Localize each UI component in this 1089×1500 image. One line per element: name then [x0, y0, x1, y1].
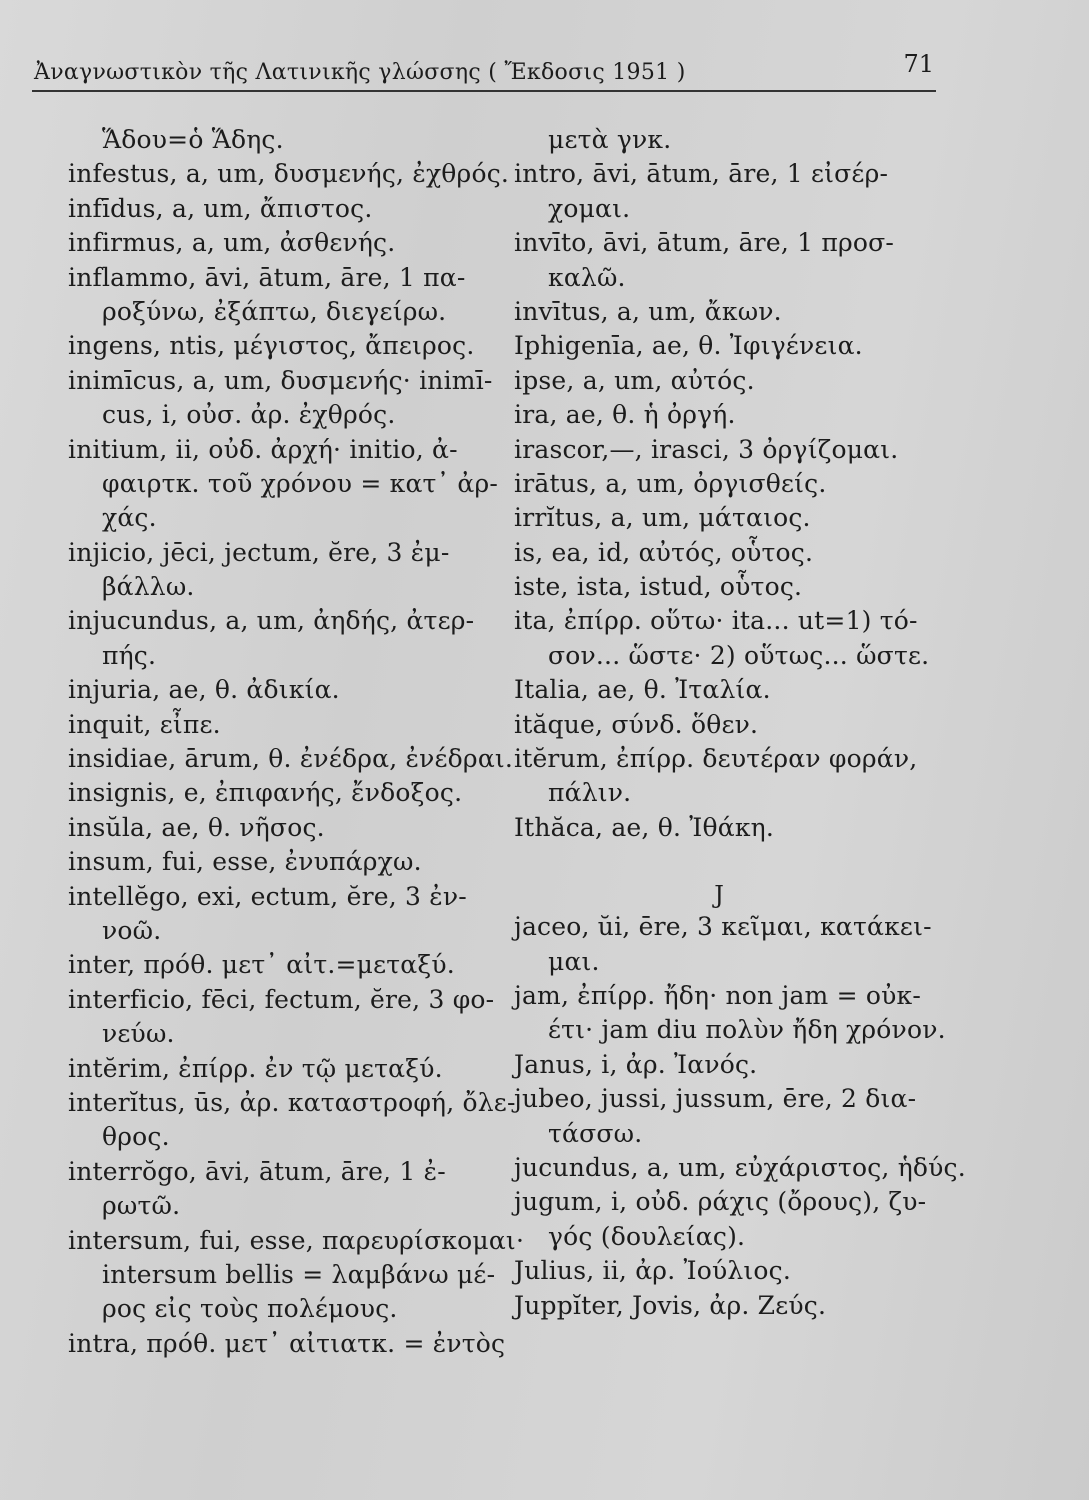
dictionary-line: Iphigenīa, ae, θ. Ἰφιγένεια. [514, 331, 863, 361]
right-column [514, 123, 966, 1323]
dictionary-line: intersum bellis = λαμβάνω μέ- [102, 1259, 496, 1289]
left-column [68, 123, 525, 1361]
dictionary-line: irrĭtus, a, um, μάταιος. [514, 503, 811, 533]
dictionary-line: ροξύνω, ἐξάπτω, διεγείρω. [102, 296, 447, 326]
dictionary-line: ingens, ntis, μέγιστος, ἄπειρος. [68, 331, 475, 361]
dictionary-line: Julius, ii, ἀρ. Ἰούλιος. [514, 1256, 792, 1286]
dictionary-line: καλῶ. [548, 262, 626, 292]
dictionary-line: Ἅδου=ὁ Ἅδης. [102, 125, 284, 154]
dictionary-line: Janus, i, ἀρ. Ἰανός. [514, 1049, 758, 1079]
dictionary-line: jucundus, a, um, εὐχάριστος, ἡδύς. [514, 1152, 966, 1182]
dictionary-line: infestus, a, um, δυσμενής, ἐχθρός. [68, 159, 510, 189]
dictionary-line: intersum, fui, esse, παρευρίσκομαι· [68, 1225, 525, 1255]
dictionary-line: jugum, i, οὐδ. ράχις (ὄρους), ζυ- [514, 1187, 927, 1217]
dictionary-line: ita, ἐπίρρ. οὕτω· ita... ut=1) τό- [514, 606, 918, 636]
dictionary-line: νεύω. [102, 1019, 175, 1049]
header-title: Ἀναγνωστικὸν τῆς Λατινικῆς γλώσσης ( Ἔκδοσις 1951 ) [34, 60, 686, 85]
dictionary-line: initium, ii, οὐδ. ἀρχή· initio, ἀ- [68, 434, 458, 464]
dictionary-line: infīdus, a, um, ἄπιστος. [68, 193, 373, 223]
dictionary-line: insignis, e, ἐπιφανής, ἔνδοξος. [68, 778, 463, 808]
dictionary-line: intra, πρόθ. μετ᾽ αἰτιατκ. = ἐντὸς [68, 1328, 506, 1358]
dictionary-line: iste, ista, istud, οὗτος. [514, 572, 803, 602]
dictionary-line: πάλιν. [548, 778, 632, 808]
dictionary-line: invīto, āvi, ātum, āre, 1 προσ- [514, 228, 895, 258]
dictionary-line: inquit, εἶπε. [68, 709, 221, 739]
dictionary-line: γός (δουλείας). [548, 1221, 746, 1251]
dictionary-line: itĕrum, ἐπίρρ. δευτέραν φοράν, [514, 744, 918, 774]
dictionary-line: injuria, ae, θ. ἀδικία. [68, 675, 340, 705]
dictionary-line: invītus, a, um, ἄκων. [514, 296, 782, 326]
dictionary-line: jubeo, jussi, jussum, ēre, 2 δια- [514, 1084, 917, 1114]
page-number: 71 [903, 50, 934, 78]
dictionary-line: irascor,—, irasci, 3 ὀργίζομαι. [514, 434, 899, 464]
dictionary-line: νοῶ. [102, 915, 162, 945]
dictionary-line: inter, πρόθ. μετ᾽ αἰτ.=μεταξύ. [68, 950, 455, 980]
dictionary-line: cus, i, οὐσ. ἀρ. ἐχθρός. [102, 400, 396, 430]
dictionary-line: έτι· jam diu πολὺν ἤδη χρόνον. [548, 1015, 946, 1045]
dictionary-line: φαιρτκ. τοῦ χρόνου = κατ᾽ ἀρ- [102, 468, 499, 498]
dictionary-line: irātus, a, um, ὀργισθείς. [514, 468, 827, 498]
dictionary-line: χομαι. [548, 193, 631, 223]
dictionary-line: μετὰ γνκ. [548, 125, 672, 154]
dictionary-line: ρωτῶ. [102, 1191, 181, 1221]
dictionary-line: ira, ae, θ. ἡ ὀργή. [514, 400, 736, 430]
dictionary-line: inimīcus, a, um, δυσμενής· inimī- [68, 365, 493, 395]
dictionary-line: τάσσω. [548, 1118, 643, 1148]
dictionary-line: ităque, σύνδ. ὅθεν. [514, 709, 759, 739]
dictionary-line: inflammo, āvi, ātum, āre, 1 πα- [68, 262, 466, 292]
section-letter-j: J [714, 881, 724, 910]
dictionary-line: Italia, ae, θ. Ἰταλία. [514, 675, 771, 705]
dictionary-line: is, ea, id, αὐτός, οὗτος. [514, 537, 814, 567]
dictionary-line: insum, fui, esse, ἐνυπάρχω. [68, 847, 422, 877]
dictionary-line: insidiae, ārum, θ. ἐνέδρα, ἐνέδραι. [68, 744, 514, 774]
dictionary-line: σον... ὥστε· 2) οὕτως... ὥστε. [548, 640, 930, 670]
dictionary-line: βάλλω. [102, 572, 195, 602]
right-column-i-entries [514, 123, 954, 845]
dictionary-line: χάς. [102, 503, 157, 533]
dictionary-line: intro, āvi, ātum, āre, 1 εἰσέρ- [514, 159, 889, 189]
dictionary-line: Juppĭter, Jovis, ἀρ. Ζεύς. [514, 1290, 827, 1320]
dictionary-line: θρος. [102, 1122, 170, 1152]
dictionary-line: interĭtus, ūs, ἀρ. καταστροφή, ὄλε- [68, 1087, 516, 1117]
dictionary-line: injicio, jēci, jectum, ĕre, 3 ἐμ- [68, 537, 450, 567]
dictionary-line: jam, ἐπίρρ. ἤδη· non jam = οὐκ- [514, 980, 922, 1010]
dictionary-line: infirmus, a, um, ἀσθενής. [68, 228, 396, 258]
dictionary-line: πής. [102, 640, 157, 670]
dictionary-line: Ithăca, ae, θ. Ἰθάκη. [514, 812, 774, 842]
dictionary-line: jaceo, ŭi, ēre, 3 κεῖμαι, κατάκει- [514, 912, 932, 942]
right-column-j-entries [514, 910, 966, 1323]
dictionary-line: interrŏgo, āvi, ātum, āre, 1 ἐ- [68, 1156, 446, 1186]
running-header [32, 48, 936, 92]
dictionary-line: μαι. [548, 946, 600, 976]
dictionary-line: interficio, fēci, fectum, ĕre, 3 φο- [68, 984, 495, 1014]
dictionary-line: insŭla, ae, θ. νῆσος. [68, 812, 325, 842]
dictionary-line: ipse, a, um, αὐτός. [514, 365, 755, 395]
dictionary-line: intĕrim, ἐπίρρ. ἐν τῷ μεταξύ. [68, 1053, 443, 1083]
dictionary-line: ρος εἰς τοὺς πολέμους. [102, 1294, 398, 1324]
dictionary-line: injucundus, a, um, ἀηδής, ἀτερ- [68, 606, 475, 636]
dictionary-line: intellĕgo, exi, ectum, ĕre, 3 ἐν- [68, 881, 467, 911]
